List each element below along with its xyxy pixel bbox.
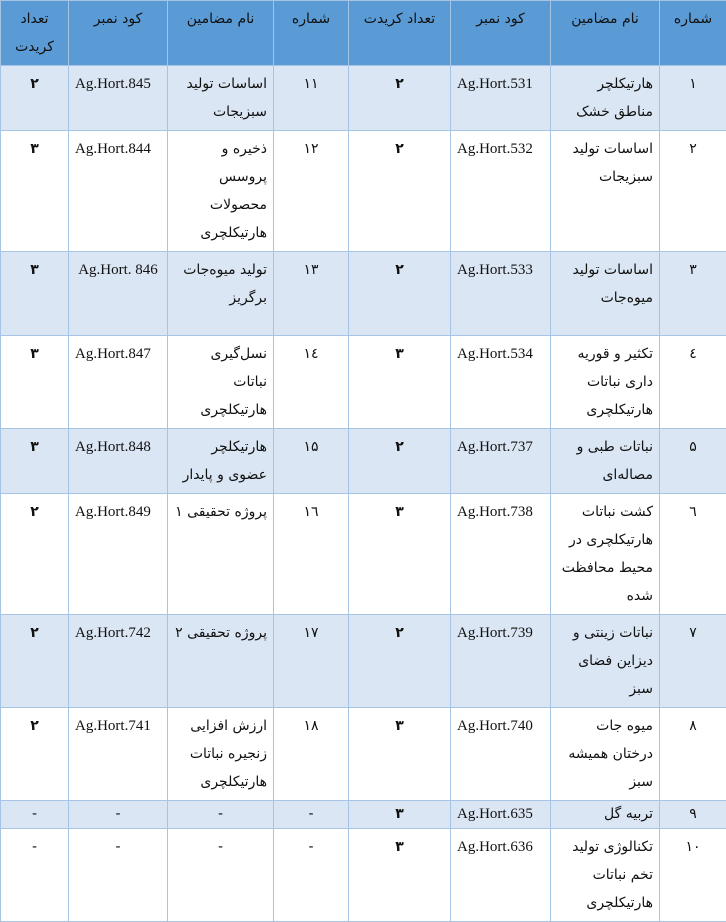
credit-count: ۲ [1, 708, 69, 801]
credit-count: ۳ [349, 708, 451, 801]
credit-count: ۲ [1, 66, 69, 131]
subject-name: تربیه گل [551, 801, 660, 829]
row-number: ۱۵ [274, 429, 349, 494]
subject-name: نباتات طبی و مصاله‌ای [551, 429, 660, 494]
course-code: Ag.Hort.534 [451, 336, 551, 429]
subject-name: تکنالوژی تولید تخم نباتات هارتیکلچری [551, 829, 660, 922]
course-code: Ag.Hort.531 [451, 66, 551, 131]
table-row [1, 708, 726, 801]
course-code: Ag.Hort.848 [69, 429, 168, 494]
subject-name: تکثیر و قوریه داری نباتات هارتیکلچری [551, 336, 660, 429]
course-code: Ag.Hort.636 [451, 829, 551, 922]
row-number: ۱ [660, 66, 726, 131]
header-subject-name: نام مضامین [551, 1, 660, 66]
row-number: ۷ [660, 615, 726, 708]
course-code: Ag.Hort.847 [69, 336, 168, 429]
row-number: - [274, 829, 349, 922]
course-code: Ag.Hort.533 [451, 252, 551, 336]
header-subject-name-2: نام مضامین [168, 1, 274, 66]
course-code: Ag.Hort.635 [451, 801, 551, 829]
subject-name: اساسات تولید سبزیجات [168, 66, 274, 131]
row-number: ۹ [660, 801, 726, 829]
row-number: ۱۱ [274, 66, 349, 131]
header-credits: تعداد کریدت [349, 1, 451, 66]
subject-name: نباتات زینتی و دیزاین فضای سبز [551, 615, 660, 708]
header-code: کود نمبر [451, 1, 551, 66]
credit-count: ۲ [349, 131, 451, 252]
credit-count: ۳ [1, 131, 69, 252]
table-row [1, 494, 726, 615]
row-number: ۱۷ [274, 615, 349, 708]
credit-count: ۲ [349, 615, 451, 708]
subject-name: تولید میوه‌جات برگریز [168, 252, 274, 336]
subject-name: پروژه تحقیقی ۲ [168, 615, 274, 708]
subject-name: - [168, 829, 274, 922]
credit-count: ۳ [1, 429, 69, 494]
subject-name: اساسات تولید سبزیجات [551, 131, 660, 252]
subject-name: کشت نباتات هارتیکلچری در محیط محافظت شده [551, 494, 660, 615]
credit-count: ۲ [349, 66, 451, 131]
credit-count: ۲ [1, 615, 69, 708]
table-row [1, 336, 726, 429]
row-number: ۱۲ [274, 131, 349, 252]
header-number-2: شماره [274, 1, 349, 66]
credit-count: ۳ [349, 494, 451, 615]
course-code: Ag.Hort.737 [451, 429, 551, 494]
credit-count: ۳ [1, 252, 69, 336]
subject-name: پروژه تحقیقی ۱ [168, 494, 274, 615]
row-number: ١٦ [274, 494, 349, 615]
credit-count: ۳ [349, 336, 451, 429]
table-row [1, 66, 726, 131]
row-number: ۱۰ [660, 829, 726, 922]
course-code: Ag.Hort.849 [69, 494, 168, 615]
table-row [1, 829, 726, 922]
table-row [1, 801, 726, 829]
row-number: ۳ [660, 252, 726, 336]
course-code: Ag.Hort.532 [451, 131, 551, 252]
course-code: Ag.Hort.844 [69, 131, 168, 252]
header-number: شماره [660, 1, 726, 66]
credit-count: ۲ [349, 429, 451, 494]
subject-name: ارزش افزایی زنجیره نباتات هارتیکلچری [168, 708, 274, 801]
subject-name: هارتیکلچر عضوی و پایدار [168, 429, 274, 494]
course-code: Ag.Hort. 846 [69, 252, 168, 336]
credit-count: - [1, 829, 69, 922]
subject-name: - [168, 801, 274, 829]
course-code: - [69, 829, 168, 922]
subject-name: اساسات تولید میوه‌جات [551, 252, 660, 336]
subject-name: هارتیکلچر مناطق خشک [551, 66, 660, 131]
header-row [1, 1, 726, 66]
table-row [1, 615, 726, 708]
table-row [1, 252, 726, 336]
credit-count: ۳ [349, 801, 451, 829]
course-code: Ag.Hort.740 [451, 708, 551, 801]
row-number: - [274, 801, 349, 829]
row-number: ١٤ [274, 336, 349, 429]
course-code: Ag.Hort.742 [69, 615, 168, 708]
course-code: - [69, 801, 168, 829]
course-code: Ag.Hort.845 [69, 66, 168, 131]
row-number: ٦ [660, 494, 726, 615]
row-number: ۲ [660, 131, 726, 252]
row-number: ۱۳ [274, 252, 349, 336]
course-code: Ag.Hort.741 [69, 708, 168, 801]
header-credits-2: تعداد کریدت [1, 1, 69, 66]
course-code: Ag.Hort.738 [451, 494, 551, 615]
credit-count: ۲ [349, 252, 451, 336]
credit-count: ۲ [1, 494, 69, 615]
credit-count: ۳ [349, 829, 451, 922]
subject-name: ذخیره و پروسس محصولات هارتیکلچری [168, 131, 274, 252]
credit-count: - [1, 801, 69, 829]
row-number: ۵ [660, 429, 726, 494]
header-code-2: کود نمبر [69, 1, 168, 66]
row-number: ۱۸ [274, 708, 349, 801]
row-number: ٤ [660, 336, 726, 429]
subject-name: میوه جات درختان همیشه سبز [551, 708, 660, 801]
credit-count: ۳ [1, 336, 69, 429]
table-row [1, 131, 726, 252]
course-code: Ag.Hort.739 [451, 615, 551, 708]
row-number: ۸ [660, 708, 726, 801]
subject-name: نسل‌گیری نباتات هارتیکلچری [168, 336, 274, 429]
table-row [1, 429, 726, 494]
